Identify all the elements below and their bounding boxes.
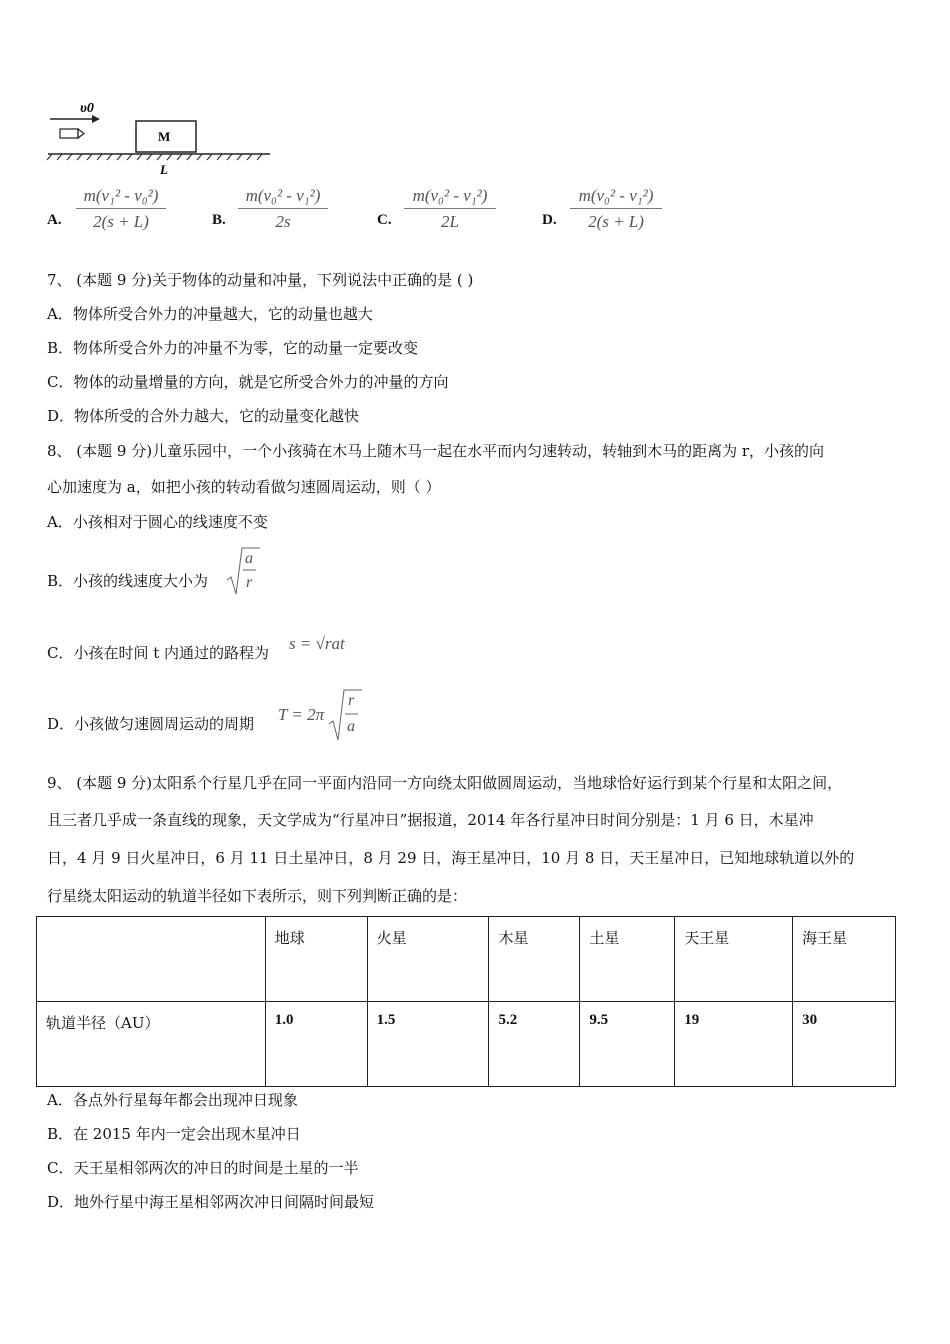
q9-option-b[interactable]: B．在 2015 年内一定会出现木星冲日 bbox=[47, 1125, 301, 1143]
q8-stem-line1: 8、 (本题 9 分)儿童乐园中，一个小孩骑在木马上随木马一起在水平而内匀速转动，转轴到木马的距离为 r，小孩的向 bbox=[47, 442, 825, 460]
q6-option-c-letter: C. bbox=[377, 212, 392, 228]
q8-option-a[interactable]: A．小孩相对于圆心的线速度不变 bbox=[47, 513, 268, 531]
velocity-label: υ0 bbox=[80, 101, 94, 116]
q8-option-b-formula bbox=[226, 546, 260, 596]
velocity-arrowhead bbox=[92, 115, 100, 123]
q6-option-c-formula[interactable] bbox=[404, 186, 496, 232]
q9-stem-line4: 行星绕太阳运动的轨道半径如下表所示，则下列判断正确的是： bbox=[47, 887, 468, 905]
q8-option-d-denominator: a bbox=[347, 718, 355, 735]
q7-option-c[interactable]: C．物体的动量增量的方向，就是它所受合外力的冲量的方向 bbox=[47, 373, 449, 391]
ground-hatching bbox=[47, 154, 262, 160]
q6-option-b-letter: B. bbox=[212, 212, 226, 228]
sqrt-symbol bbox=[226, 546, 260, 596]
table-cell: 9.5 bbox=[580, 1002, 675, 1087]
table-cell: 30 bbox=[793, 1002, 896, 1087]
q9-stem-line2: 且三者几乎成一条直线的现象，天文学成为“行星冲日”据报道，2014 年各行星冲日时间分别是：1 月 6 日，木星冲 bbox=[47, 811, 814, 829]
q8-option-b[interactable]: B．小孩的线速度大小为 bbox=[47, 572, 209, 590]
table-cell: 19 bbox=[675, 1002, 793, 1087]
q6-option-d-letter: D. bbox=[542, 212, 557, 228]
q8-option-b-denominator: r bbox=[246, 574, 253, 591]
q8-option-c[interactable]: C．小孩在时间 t 内通过的路程为 bbox=[47, 644, 270, 662]
q6-option-a-denominator: 2(s + L) bbox=[93, 212, 149, 231]
q6-option-d-formula[interactable] bbox=[570, 186, 662, 232]
q8-option-d-formula bbox=[278, 688, 368, 742]
table-header-cell: 木星 bbox=[489, 917, 580, 1002]
q7-option-a[interactable]: A．物体所受合外力的冲量越大，它的动量也越大 bbox=[47, 305, 373, 323]
table-header-cell: 土星 bbox=[580, 917, 675, 1002]
table-cell: 1.5 bbox=[367, 1002, 489, 1087]
table-cell: 1.0 bbox=[265, 1002, 367, 1087]
q6-option-c-denominator: 2L bbox=[441, 212, 459, 231]
q9-option-d[interactable]: D．地外行星中海王星相邻两次冲日间隔时间最短 bbox=[47, 1193, 375, 1211]
table-row bbox=[37, 1002, 896, 1087]
q9-option-a[interactable]: A．各点外行星每年都会出现冲日现象 bbox=[47, 1091, 298, 1109]
q6-option-b-formula[interactable] bbox=[238, 186, 328, 232]
table-header-cell: 天王星 bbox=[675, 917, 793, 1002]
table-header-cell: 地球 bbox=[265, 917, 367, 1002]
q6-option-b-denominator: 2s bbox=[275, 212, 291, 231]
q7-option-d[interactable]: D．物体所受的合外力越大，它的动量变化越快 bbox=[47, 407, 360, 425]
length-label: L bbox=[160, 162, 168, 177]
q6-option-b-numerator: m(v₀² - v₁²) bbox=[238, 186, 328, 209]
q8-option-b-numerator: a bbox=[245, 550, 253, 567]
q8-option-d[interactable]: D．小孩做匀速圆周运动的周期 bbox=[47, 715, 255, 733]
q7-option-b[interactable]: B．物体所受合外力的冲量不为零，它的动量一定要改变 bbox=[47, 339, 419, 357]
sqrt-symbol bbox=[328, 688, 362, 742]
q6-option-a-numerator: m(v₁² - v₀²) bbox=[76, 186, 166, 209]
table-cell: 5.2 bbox=[489, 1002, 580, 1087]
bullet-tip bbox=[78, 129, 84, 138]
bullet bbox=[60, 129, 78, 138]
table-header-cell: 海王星 bbox=[793, 917, 896, 1002]
q6-option-d-denominator: 2(s + L) bbox=[588, 212, 644, 231]
q6-option-d-numerator: m(v₀² - v₁²) bbox=[570, 186, 662, 209]
q7-stem: 7、 (本题 9 分)关于物体的动量和冲量，下列说法中正确的是 ( ) bbox=[47, 271, 474, 289]
table-header-cell bbox=[37, 917, 266, 1002]
table-row-label: 轨道半径（AU） bbox=[37, 1002, 266, 1087]
q8-option-d-prefix: T = 2π bbox=[278, 705, 325, 724]
q8-option-d-numerator: r bbox=[348, 692, 355, 709]
physics-figure bbox=[44, 96, 276, 178]
table-header-cell: 火星 bbox=[367, 917, 489, 1002]
q8-option-c-formula: s = √rat bbox=[289, 634, 345, 653]
q6-option-a-letter: A. bbox=[47, 212, 62, 228]
q8-stem-line2: 心加速度为 a，如把小孩的转动看做匀速圆周运动，则（ ） bbox=[47, 478, 441, 496]
q9-stem-line3: 日，4 月 9 日火星冲日，6 月 11 日土星冲日，8 月 29 日，海王星冲日，10 月 8 日，天王星冲日，已知地球轨道以外的 bbox=[47, 849, 855, 867]
q6-option-a-formula[interactable] bbox=[76, 186, 166, 232]
q6-option-c-numerator: m(v₀² - v₁²) bbox=[404, 186, 496, 209]
q9-stem-line1: 9、 (本题 9 分)太阳系个行星几乎在同一平面内沿同一方向绕太阳做圆周运动，当地球恰好运行到某个行星和太阳之间， bbox=[47, 774, 843, 792]
orbit-radius-table bbox=[36, 916, 896, 1087]
block-label: M bbox=[158, 129, 171, 144]
table-header-row bbox=[37, 917, 896, 1002]
q9-option-c[interactable]: C．天王星相邻两次的冲日的时间是土星的一半 bbox=[47, 1159, 359, 1177]
